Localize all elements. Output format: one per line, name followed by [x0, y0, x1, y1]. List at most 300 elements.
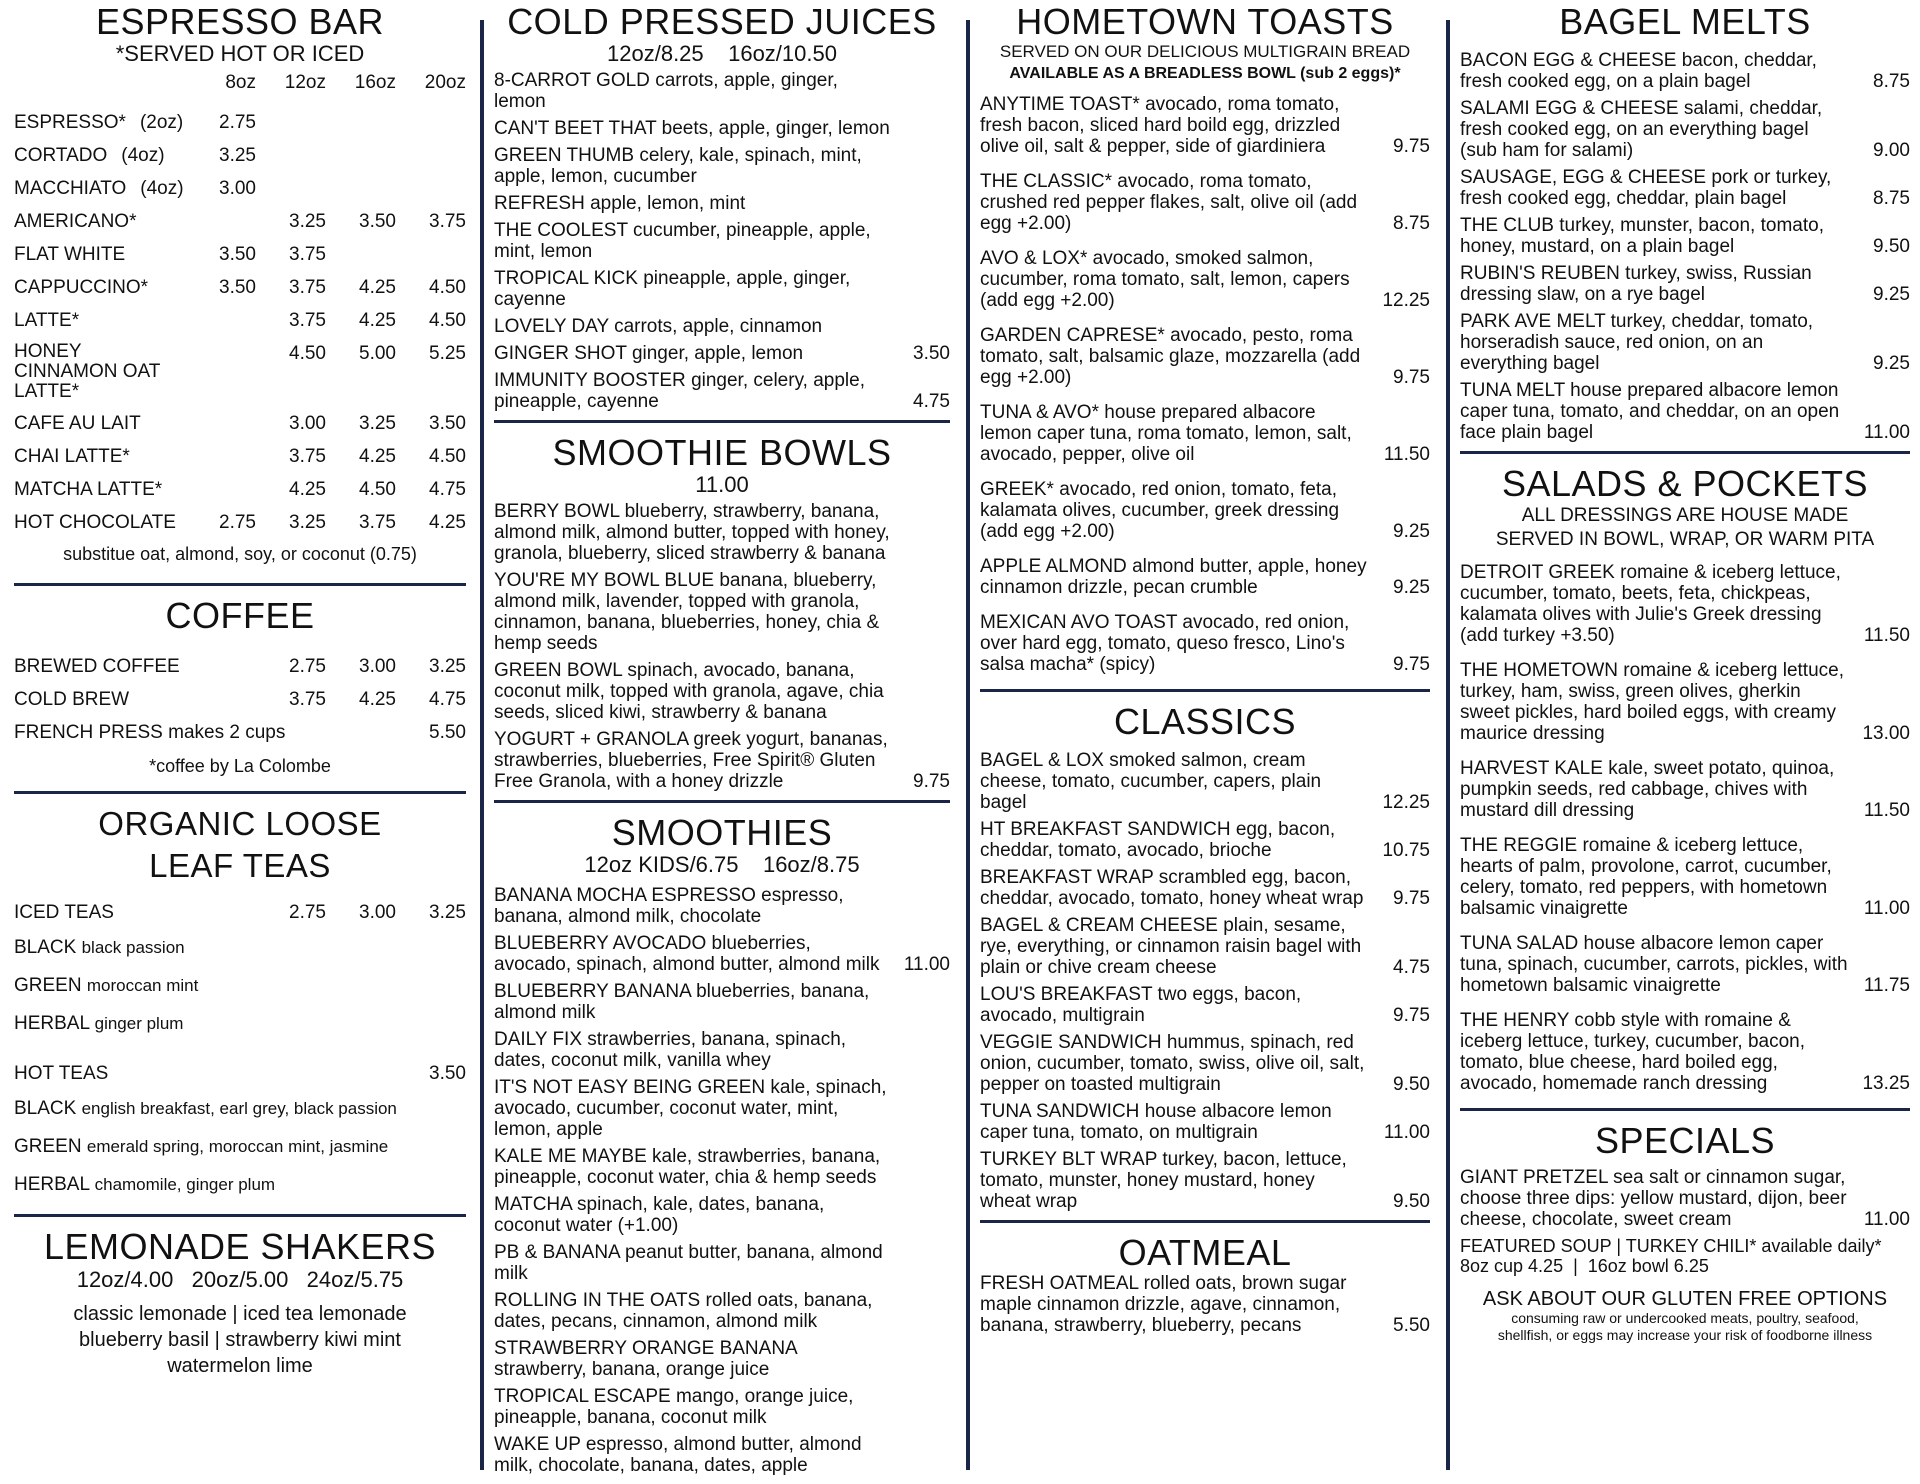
price: 9.75 [1393, 1005, 1430, 1026]
lemonade-flavors-2: blueberry basil | strawberry kiwi mint [79, 1329, 401, 1351]
column-divider [1446, 20, 1450, 1470]
item-text [494, 1386, 890, 1428]
item-text [1460, 835, 1850, 919]
menu-item [980, 479, 1430, 542]
section-rule [980, 1220, 1430, 1223]
menu-item [494, 729, 950, 792]
item-name: LATTE* [14, 310, 80, 331]
price: 4.75 [429, 689, 466, 710]
drink-name [14, 440, 186, 473]
column-3 [980, 0, 1430, 1484]
item-desc: carrots, apple, ginger, lemon [494, 70, 838, 112]
price: 8.75 [1873, 71, 1910, 92]
price: 13.25 [1862, 1073, 1910, 1094]
item-name: BANANA MOCHA ESPRESSO [494, 885, 756, 906]
menu-item [494, 220, 950, 262]
price: 3.75 [289, 689, 326, 710]
menu-item [980, 819, 1430, 861]
milk-substitute-note: substitue oat, almond, soy, or coconut (0.75) [63, 544, 417, 564]
price: 10.75 [1382, 840, 1430, 861]
menu-item [1460, 263, 1910, 305]
item-text [1460, 758, 1850, 821]
item-desc: pineapple, apple, ginger, cayenne [494, 268, 851, 310]
price: 11.50 [1863, 625, 1910, 646]
item-name: ANYTIME TOAST* [980, 94, 1140, 115]
price: 2.75 [219, 112, 256, 133]
price: 11.75 [1863, 975, 1910, 996]
drink-row [14, 650, 466, 683]
price: 2.75 [289, 902, 326, 923]
price [186, 304, 256, 337]
item-name: TUNA & AVO* [980, 402, 1099, 423]
menu-item [494, 343, 950, 364]
drink-name [14, 407, 186, 440]
section-rule [14, 583, 466, 586]
price: 9.25 [1393, 521, 1430, 542]
menu-item [494, 885, 950, 927]
item-desc: sea salt or cinnamon sugar, choose three dips: yellow mustard, dijon, beer cheese, chocolate, sweet cream [1460, 1167, 1847, 1230]
special-list [1460, 1167, 1910, 1230]
price: 11.00 [1863, 422, 1910, 443]
item-desc: turkey, munster, bacon, tomato, honey, mustard, on a plain bagel [1460, 215, 1824, 257]
item-size: (4oz) [121, 145, 165, 166]
tea-type: GREEN [14, 975, 82, 996]
size-label: 16oz [354, 72, 396, 93]
toasts-heading: HOMETOWN TOASTS [1016, 1, 1394, 42]
item-name: THE HENRY [1460, 1010, 1570, 1031]
item-name: FRENCH PRESS [14, 722, 163, 743]
menu-item [494, 660, 950, 723]
price: 4.25 [359, 689, 396, 710]
price: 4.50 [429, 277, 466, 298]
tea-type: BLACK [14, 1098, 77, 1119]
item-desc: celery, kale, spinach, mint, apple, lemon, cucumber [494, 145, 862, 187]
smoothies-heading: SMOOTHIES [611, 812, 833, 853]
menu-item [1460, 660, 1910, 744]
size-label: 8oz [225, 72, 256, 93]
price: 3.00 [359, 656, 396, 677]
price: 3.50 [429, 413, 466, 434]
tea-desc: ginger plum [94, 1014, 184, 1033]
menu-item [980, 248, 1430, 311]
smoothies-sizes: 12oz KIDS/6.75 16oz/8.75 [584, 852, 860, 877]
price: 3.75 [289, 446, 326, 467]
menu-item [494, 370, 950, 412]
menu-item [1460, 167, 1910, 209]
salad-list [1460, 562, 1910, 1094]
item-name: BLUEBERRY BANANA [494, 981, 691, 1002]
item-name: IMMUNITY BOOSTER [494, 370, 686, 391]
item-text [980, 1032, 1370, 1095]
item-name: AVO & LOX* [980, 248, 1088, 269]
drink-row [14, 238, 466, 271]
price [326, 238, 396, 271]
item-name: BLUEBERRY AVOCADO [494, 933, 707, 954]
drink-row [14, 473, 466, 506]
column-4 [1460, 0, 1910, 1484]
item-text [494, 1029, 890, 1071]
price [186, 407, 256, 440]
item-name: TROPICAL KICK [494, 268, 638, 289]
item-desc: turkey, cheddar, tomato, horseradish sauce, red onion, on an everything bagel [1460, 311, 1814, 374]
price: 4.25 [359, 277, 396, 298]
tea-type: GREEN [14, 1136, 82, 1157]
espresso-size-header [14, 72, 466, 94]
item-name: BACON EGG & CHEESE [1460, 50, 1677, 71]
item-desc: turkey, swiss, Russian dressing slaw, on a rye bagel [1460, 263, 1812, 305]
price: 4.25 [359, 446, 396, 467]
menu-item [494, 1338, 950, 1380]
item-name: CAFE AU LAIT [14, 413, 141, 434]
juice-list [494, 70, 950, 412]
price: 2.75 [289, 656, 326, 677]
espresso-heading: ESPRESSO BAR [95, 1, 385, 42]
coffee-list [14, 650, 466, 716]
price [396, 238, 466, 271]
iced-tea-list [14, 929, 466, 1043]
price [326, 106, 396, 139]
column-divider [480, 20, 484, 1470]
disclaimer-line-2: shellfish, or eggs may increase your risk of foodborne illness [1497, 1327, 1873, 1343]
drink-row [14, 106, 466, 139]
item-name: REFRESH [494, 193, 585, 214]
item-name: COLD BREW [14, 689, 130, 710]
item-desc: avocado, roma tomato, crushed red pepper flakes, salt, olive oil (add egg +2.00) [980, 171, 1358, 234]
price: 11.50 [1383, 444, 1430, 465]
item-desc: avocado, roma tomato, fresh bacon, sliced hard boild egg, drizzled olive oil, salt & pepper, side of giardiniera [980, 94, 1341, 157]
juices-heading: COLD PRESSED JUICES [507, 1, 937, 42]
melts-heading: BAGEL MELTS [1559, 1, 1811, 42]
item-name: LOVELY DAY [494, 316, 609, 337]
item-text [980, 819, 1370, 861]
salads-heading: SALADS & POCKETS [1501, 463, 1869, 504]
column-1 [14, 0, 466, 1484]
item-size: (4oz) [140, 178, 184, 199]
menu-item [494, 981, 950, 1023]
menu-item [980, 984, 1430, 1026]
item-name: BREAKFAST WRAP [980, 867, 1154, 888]
price [326, 139, 396, 172]
menu-item [980, 556, 1430, 598]
drink-row [14, 506, 466, 539]
item-text [980, 94, 1370, 157]
item-text [494, 660, 890, 723]
item-text [1460, 562, 1850, 646]
price: 4.25 [429, 512, 466, 533]
item-text [980, 867, 1370, 909]
item-name: THE CLUB [1460, 215, 1554, 236]
menu-item [1460, 50, 1910, 92]
tea-desc: moroccan mint [86, 976, 199, 995]
column-divider [966, 20, 970, 1470]
menu-item [494, 1146, 950, 1188]
oatmeal-list [980, 1273, 1430, 1336]
menu-item [494, 118, 950, 139]
menu-item [980, 867, 1430, 909]
menu-item [980, 1273, 1430, 1336]
item-name: TUNA MELT [1460, 380, 1565, 401]
item-name: AMERICANO* [14, 211, 137, 232]
item-name: RUBIN'S REUBEN [1460, 263, 1620, 284]
item-name: IT'S NOT EASY BEING GREEN [494, 1077, 766, 1098]
price: 5.50 [429, 722, 466, 743]
price: 11.50 [1863, 800, 1910, 821]
menu-item [494, 1194, 950, 1236]
section-rule [1460, 451, 1910, 454]
item-name: ICED TEAS [14, 902, 114, 923]
price: 11.00 [1863, 1209, 1910, 1230]
tea-row [14, 1166, 466, 1204]
menu-item [980, 402, 1430, 465]
item-name: FRESH OATMEAL [980, 1273, 1139, 1294]
item-text [494, 1146, 890, 1188]
bowls-price: 11.00 [695, 472, 749, 497]
price: 9.50 [1393, 1074, 1430, 1095]
gluten-free-note: ASK ABOUT OUR GLUTEN FREE OPTIONS [1482, 1288, 1888, 1310]
item-desc: rolled oats, banana, dates, pecans, cinnamon, almond milk [494, 1290, 873, 1332]
price [186, 440, 256, 473]
item-text [494, 268, 890, 310]
featured-soup: FEATURED SOUP | TURKEY CHILI* available daily* [1460, 1236, 1882, 1256]
tea-row [14, 1005, 466, 1043]
item-name: YOGURT + GRANOLA [494, 729, 689, 750]
menu-item [980, 1149, 1430, 1212]
item-text [494, 1077, 890, 1140]
item-text [494, 220, 890, 262]
item-desc: romaine & iceberg lettuce, hearts of palm, provolone, carrot, cucumber, celery, tomato, red peppers, with hometown balsamic vinaigrette [1460, 835, 1832, 919]
coffee-note: *coffee by La Colombe [149, 756, 331, 776]
item-desc: turkey, bacon, lettuce, tomato, munster, honey mustard, honey wheat wrap [980, 1149, 1347, 1212]
price: 9.50 [1873, 236, 1910, 257]
price: 4.25 [289, 479, 326, 500]
toasts-subtitle: SERVED ON OUR DELICIOUS MULTIGRAIN BREAD [999, 42, 1411, 61]
item-desc: makes 2 cups [168, 722, 286, 743]
item-text [494, 885, 890, 927]
juices-sizes: 12oz/8.25 16oz/10.50 [607, 41, 837, 66]
price: 8.75 [1873, 188, 1910, 209]
menu-item [980, 1101, 1430, 1143]
menu-item [980, 94, 1430, 157]
price [396, 139, 466, 172]
item-name: BERRY BOWL [494, 501, 620, 522]
menu-item [980, 171, 1430, 234]
item-desc: avocado, red onion, tomato, feta, kalamata olives, cucumber, greek dressing (add egg +2.00) [980, 479, 1340, 542]
item-desc: spinach, kale, dates, banana, coconut water (+1.00) [494, 1194, 825, 1236]
menu-item [494, 501, 950, 564]
price: 4.75 [913, 391, 950, 412]
hot-tea-list [14, 1090, 466, 1204]
menu-item [494, 570, 950, 654]
item-desc: strawberry, banana, orange juice [494, 1359, 770, 1380]
item-name: PB & BANANA [494, 1242, 620, 1263]
item-name: THE REGGIE [1460, 835, 1578, 856]
item-name: GREEN THUMB [494, 145, 635, 166]
item-name: MATCHA [494, 1194, 572, 1215]
item-text [1460, 98, 1850, 161]
menu-item [494, 1029, 950, 1071]
menu-item [494, 1434, 950, 1476]
tea-row [14, 1090, 466, 1128]
price: 3.75 [289, 310, 326, 331]
item-text [1460, 660, 1850, 744]
section-rule [494, 800, 950, 803]
item-text [980, 915, 1370, 978]
item-text [494, 981, 890, 1023]
item-desc: apple, lemon, mint [590, 193, 746, 214]
price: 3.25 [219, 145, 256, 166]
item-desc: two eggs, bacon, avocado, multigrain [980, 984, 1302, 1026]
menu-item [1460, 380, 1910, 443]
price: 9.75 [1393, 367, 1430, 388]
section-rule [494, 420, 950, 423]
item-desc: blueberries, banana, almond milk [494, 981, 870, 1023]
price: 5.50 [1393, 1315, 1430, 1336]
lemonade-flavors-1: classic lemonade | iced tea lemonade [73, 1303, 407, 1325]
drink-name [14, 205, 186, 238]
price: 9.25 [1873, 353, 1910, 374]
price [186, 205, 256, 238]
disclaimer-line-1: consuming raw or undercooked meats, poultry, seafood, [1511, 1310, 1859, 1326]
tea-desc: emerald spring, moroccan mint, jasmine [86, 1137, 389, 1156]
lemonade-sizes: 12oz/4.00 20oz/5.00 24oz/5.75 [76, 1267, 404, 1292]
menu-item [494, 145, 950, 187]
price: 3.75 [289, 277, 326, 298]
price: 4.50 [289, 343, 326, 364]
drink-row [14, 683, 466, 716]
menu-item [494, 1242, 950, 1284]
price [186, 473, 256, 506]
lemonade-flavors-3: watermelon lime [167, 1355, 313, 1377]
item-text [494, 118, 890, 139]
price: 3.25 [289, 512, 326, 533]
espresso-list [14, 106, 466, 539]
item-desc: egg, bacon, cheddar, tomato, avocado, brioche [980, 819, 1336, 861]
item-text [980, 171, 1370, 234]
drink-row [14, 271, 466, 304]
item-name: TROPICAL ESCAPE [494, 1386, 671, 1407]
price: 12.25 [1382, 290, 1430, 311]
price [256, 106, 326, 139]
item-name: HOT CHOCOLATE [14, 512, 176, 533]
item-desc: cucumber, pineapple, apple, mint, lemon [494, 220, 871, 262]
item-desc: blueberries, avocado, spinach, almond butter, almond milk [494, 933, 880, 975]
menu-item [494, 193, 950, 214]
price [396, 172, 466, 205]
item-name: TUNA SALAD [1460, 933, 1579, 954]
tea-type: HERBAL [14, 1174, 90, 1195]
item-desc: ginger, celery, apple, pineapple, cayenne [494, 370, 865, 412]
price: 9.50 [1393, 1191, 1430, 1212]
item-name: KALE ME MAYBE [494, 1146, 647, 1167]
menu-item [494, 70, 950, 112]
teas-heading-line1: ORGANIC LOOSE [98, 805, 382, 842]
espresso-subtitle: *SERVED HOT OR ICED [115, 41, 365, 66]
item-size: (2oz) [139, 112, 184, 133]
item-text [1460, 311, 1850, 374]
item-desc: salami, cheddar, fresh cooked egg, on an everything bagel (sub ham for salami) [1460, 98, 1823, 161]
item-text [494, 1290, 890, 1332]
size-label: 20oz [424, 72, 466, 93]
item-text [494, 193, 890, 214]
item-name: THE HOMETOWN [1460, 660, 1618, 681]
item-desc: greek yogurt, bananas, strawberries, blueberries, Free Spirit® Gluten Free Granola, with a honey drizzle [494, 729, 888, 792]
price: 3.50 [219, 244, 256, 265]
drink-row [14, 440, 466, 473]
item-name: BAGEL & CREAM CHEESE [980, 915, 1218, 936]
price: 9.75 [1393, 888, 1430, 909]
item-desc: peanut butter, banana, almond milk [494, 1242, 883, 1284]
item-name: 8-CARROT GOLD [494, 70, 650, 91]
toast-list [980, 94, 1430, 675]
salads-subtitle-2: SERVED IN BOWL, WRAP, OR WARM PITA [1495, 529, 1875, 550]
menu-item [980, 325, 1430, 388]
item-name: FLAT WHITE [14, 244, 126, 265]
item-name: CAPPUCCINO* [14, 277, 149, 298]
item-desc: hummus, spinach, red onion, cucumber, tomato, swiss, olive oil, salt, pepper on toasted multigrain [980, 1032, 1365, 1095]
price: 4.25 [359, 310, 396, 331]
item-name: THE CLASSIC* [980, 171, 1112, 192]
menu-item [1460, 215, 1910, 257]
item-name: CHAI LATTE* [14, 446, 130, 467]
hot-teas-row [14, 1057, 466, 1090]
price: 3.00 [219, 178, 256, 199]
price: 8.75 [1393, 213, 1430, 234]
item-name: HARVEST KALE [1460, 758, 1603, 779]
item-name: HOT TEAS [14, 1063, 109, 1084]
item-desc: ginger, apple, lemon [631, 343, 804, 364]
item-name: SAUSAGE, EGG & CHEESE [1460, 167, 1707, 188]
item-text [494, 933, 890, 975]
item-desc: avocado, red onion, over hard egg, tomato, queso fresco, Lino's salsa macha* (spicy) [980, 612, 1350, 675]
price [256, 139, 326, 172]
item-text [494, 1242, 890, 1284]
item-desc: spinach, avocado, banana, coconut milk, topped with granola, agave, chia seeds, sliced kiwi, strawberry & banana [494, 660, 884, 723]
tea-type: HERBAL [14, 1013, 90, 1034]
item-text [1460, 50, 1850, 92]
item-desc: smoked salmon, cream cheese, tomato, cucumber, capers, plain bagel [980, 750, 1322, 813]
menu-item [494, 1290, 950, 1332]
item-text [980, 325, 1370, 388]
menu-item [980, 915, 1430, 978]
item-text [1460, 215, 1850, 257]
item-name: VEGGIE SANDWICH [980, 1032, 1162, 1053]
price: 9.00 [1873, 140, 1910, 161]
price: 3.75 [429, 211, 466, 232]
item-desc: blueberry, strawberry, banana, almond milk, almond butter, topped with honey, granola, blueberry, sliced strawberry & banana [494, 501, 890, 564]
price: 11.00 [903, 954, 950, 975]
menu-item [980, 612, 1430, 675]
item-text [1460, 1010, 1850, 1094]
melt-list [1460, 50, 1910, 443]
drink-row [14, 337, 466, 407]
item-text [494, 729, 890, 792]
menu-item [1460, 98, 1910, 161]
price [256, 172, 326, 205]
menu-item [1460, 1010, 1910, 1094]
price: 4.50 [429, 446, 466, 467]
price: 13.00 [1862, 723, 1910, 744]
column-2 [494, 0, 950, 1484]
tea-type: BLACK [14, 937, 77, 958]
bowl-list [494, 501, 950, 792]
item-name: HT BREAKFAST SANDWICH [980, 819, 1231, 840]
drink-row [14, 205, 466, 238]
price: 3.25 [289, 211, 326, 232]
drink-name [14, 172, 186, 205]
price: 4.75 [429, 479, 466, 500]
section-rule [14, 791, 466, 794]
item-name: GREEK* [980, 479, 1054, 500]
